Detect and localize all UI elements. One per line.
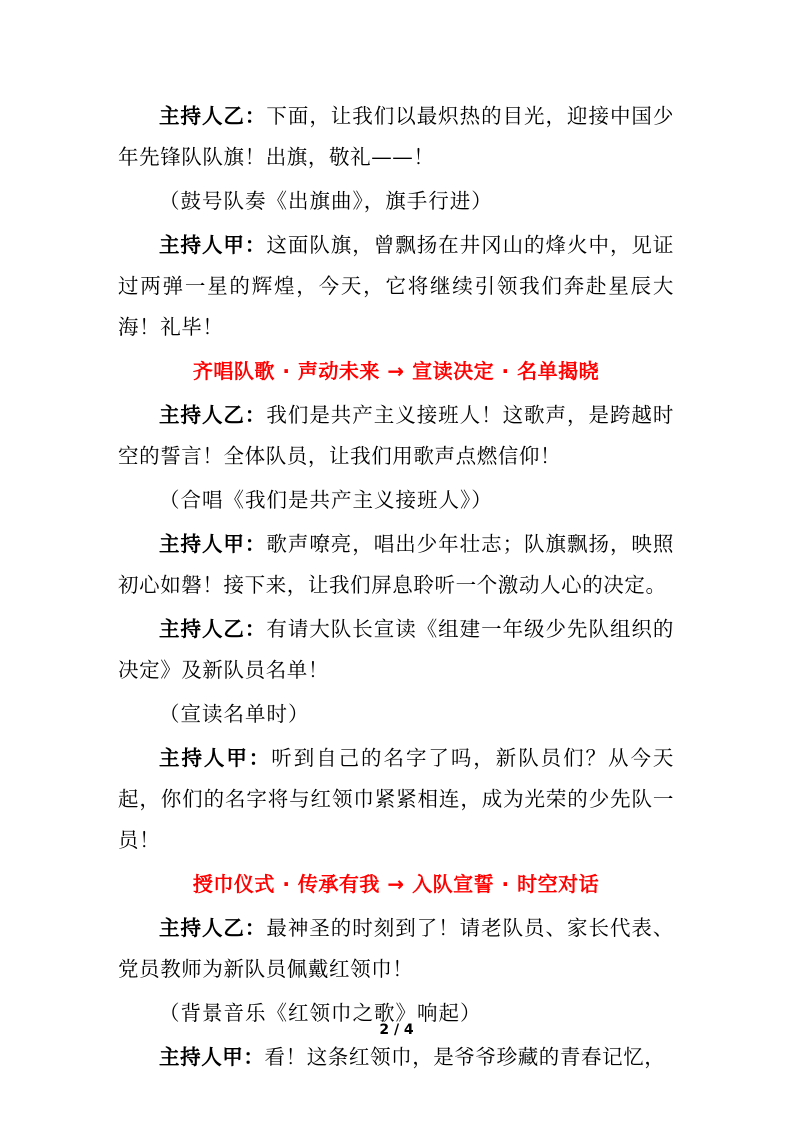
document-body — [118, 96, 674, 1081]
speaker-label: 主持人甲： — [159, 532, 267, 556]
dialogue-paragraph — [118, 225, 674, 348]
section-heading: 授巾仪式 · 传承有我 → 入队宣誓 · 时空对话 — [192, 872, 600, 896]
dialogue-paragraph — [118, 1037, 674, 1078]
dialogue-text: 这面队旗，曾飘扬在井冈山的烽火中，见证过两弹一星的辉煌，今天，它将继续引领我们奔赴星辰大海！礼毕！ — [118, 233, 674, 339]
dialogue-text: 我们是共产主义接班人！这歌声，是跨越时空的誓言！全体队员，让我们用歌声点燃信仰！ — [118, 403, 674, 468]
dialogue-paragraph — [118, 738, 674, 861]
dialogue-text: 最神圣的时刻到了！请老队员、家长代表、党员教师为新队员佩戴红领巾！ — [118, 916, 674, 981]
stage-direction: （背景音乐《红领巾之歌》响起） — [159, 1001, 482, 1025]
dialogue-paragraph — [118, 96, 674, 178]
stage-direction: （宣读名单时） — [159, 702, 310, 726]
dialogue-text: 下面，让我们以最炽热的目光，迎接中国少年先锋队队旗！出旗，敬礼——！ — [118, 104, 674, 169]
speaker-label: 主持人乙： — [159, 617, 267, 641]
stage-direction: （鼓号队奏《出旗曲》，旗手行进） — [159, 189, 493, 213]
section-heading: 齐唱队歌 · 声动未来 → 宣读决定 · 名单揭晓 — [192, 359, 600, 383]
dialogue-text: 看！这条红领巾，是爷爷珍藏的青春记忆， — [264, 1045, 666, 1069]
dialogue-text: 有请大队长宣读《组建一年级少先队组织的决定》及新队员名单！ — [118, 617, 674, 682]
speaker-label: 主持人甲： — [159, 1045, 265, 1069]
dialogue-paragraph — [118, 908, 674, 990]
dialogue-text: 歌声嘹亮，唱出少年壮志；队旗飘扬，映照初心如磐！接下来，让我们屏息聆听一个激动人心的决定。 — [118, 532, 674, 597]
speaker-label: 主持人甲： — [159, 746, 272, 770]
speaker-label: 主持人甲： — [159, 233, 267, 257]
speaker-label: 主持人乙： — [159, 104, 267, 128]
speaker-label: 主持人乙： — [159, 403, 267, 427]
stage-direction: （合唱《我们是共产主义接班人》） — [159, 488, 493, 512]
dialogue-paragraph — [118, 395, 674, 477]
dialogue-text: 听到自己的名字了吗，新队员们？从今天起，你们的名字将与红领巾紧紧相连，成为光荣的少先队一员！ — [118, 746, 674, 852]
speaker-label: 主持人乙： — [159, 916, 267, 940]
dialogue-paragraph — [118, 524, 674, 606]
dialogue-paragraph — [118, 609, 674, 691]
page-number: 2 / 4 — [379, 1022, 414, 1038]
